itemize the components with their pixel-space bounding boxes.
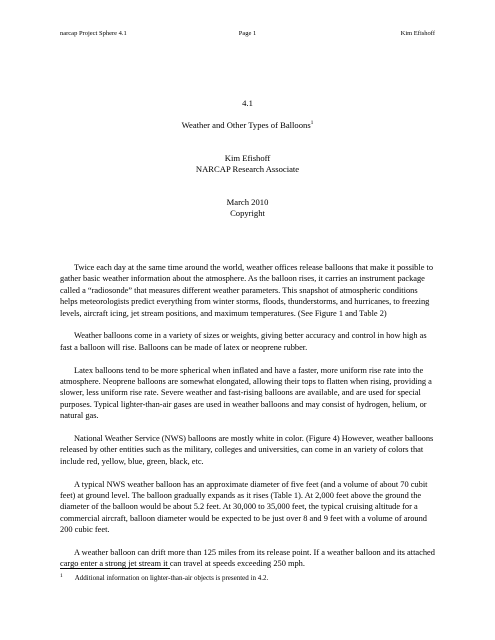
title-block bbox=[60, 98, 435, 219]
paragraph: Weather balloons come in a variety of sizes or weights, giving better accuracy and control in how high as fast a balloon will rise. Balloons can be made of latex or neoprene rubber. bbox=[60, 331, 427, 352]
header-page-number: Page 1 bbox=[238, 30, 257, 37]
section-number: 4.1 bbox=[242, 98, 253, 108]
footnote-divider bbox=[60, 568, 170, 569]
paragraph: A typical NWS weather balloon has an approximate diameter of five feet (and a volume of about 70 cubit feet) at ground level. The balloon gradually expands as it rises (Table 1). At 2,000 feet above the ground the diameter of the balloon would be about 5.2 feet. At 30,000 to 35,000 feet, the typical cruising altitude for a commercial aircraft, balloon diameter would be expected to be just over 8 and 9 feet with a volume of around 200 cubic feet. bbox=[60, 479, 428, 535]
title-footnote-marker: 1 bbox=[310, 120, 314, 127]
document-title-text: Weather and Other Types of Balloons bbox=[181, 120, 311, 130]
paragraph: Latex balloons tend to be more spherical when inflated and have a faster, more uniform rise rate into the atmosphere. Neoprene balloons are somewhat elongated, allowing their tops to flatten when rising, providing a slower, less uniform rise rate. Severe weather and fast-rising balloons are available, and are used for special purposes. Typical lighter-than-air gases are used in weather balloons and may consist of hydrogen, helium, or natural gas. bbox=[60, 365, 432, 421]
author-affiliation: NARCAP Research Associate bbox=[195, 164, 300, 174]
footnote-marker: 1 bbox=[60, 572, 63, 579]
document-body bbox=[60, 262, 436, 581]
paragraph: A weather balloon can drift more than 125 miles from its release point. If a weather balloon and its attached cargo enter a strong jet stream it can travel at speeds exceeding 250 mph. bbox=[60, 548, 435, 569]
author-name: Kim Efishoff bbox=[224, 153, 271, 163]
paragraph: National Weather Service (NWS) balloons are mostly white in color. (Figure 4) However, weather balloons released by other entities such as the military, colleges and universities, can come in an variety of colors that include red, yellow, blue, green, black, etc. bbox=[60, 434, 434, 466]
footnote-text: Additional information on lighter-than-air objects is presented in 4.2. bbox=[74, 574, 269, 582]
document-title bbox=[60, 120, 435, 131]
footnote bbox=[60, 574, 440, 583]
header-left: narcap Project Sphere 4.1 bbox=[60, 30, 127, 37]
document-date: March 2010 bbox=[226, 197, 269, 207]
paragraph: Twice each day at the same time around the world, weather offices release balloons that make it possible to gather basic weather information about the atmosphere. As the balloon rises, it carries an instrument package called a “radiosonde” that measures different weather parameters. This snapshot of atmospheric conditions helps meteorologists predict everything from winter storms, floods, thunderstorms, and hurricanes, to freezing levels, aircraft icing, jet stream positions, and maximum temperatures. (See Figure 1 and Table 2) bbox=[60, 263, 434, 318]
copyright-notice: Copyright bbox=[230, 208, 265, 218]
header-author: Kim Efishoff bbox=[400, 30, 435, 37]
